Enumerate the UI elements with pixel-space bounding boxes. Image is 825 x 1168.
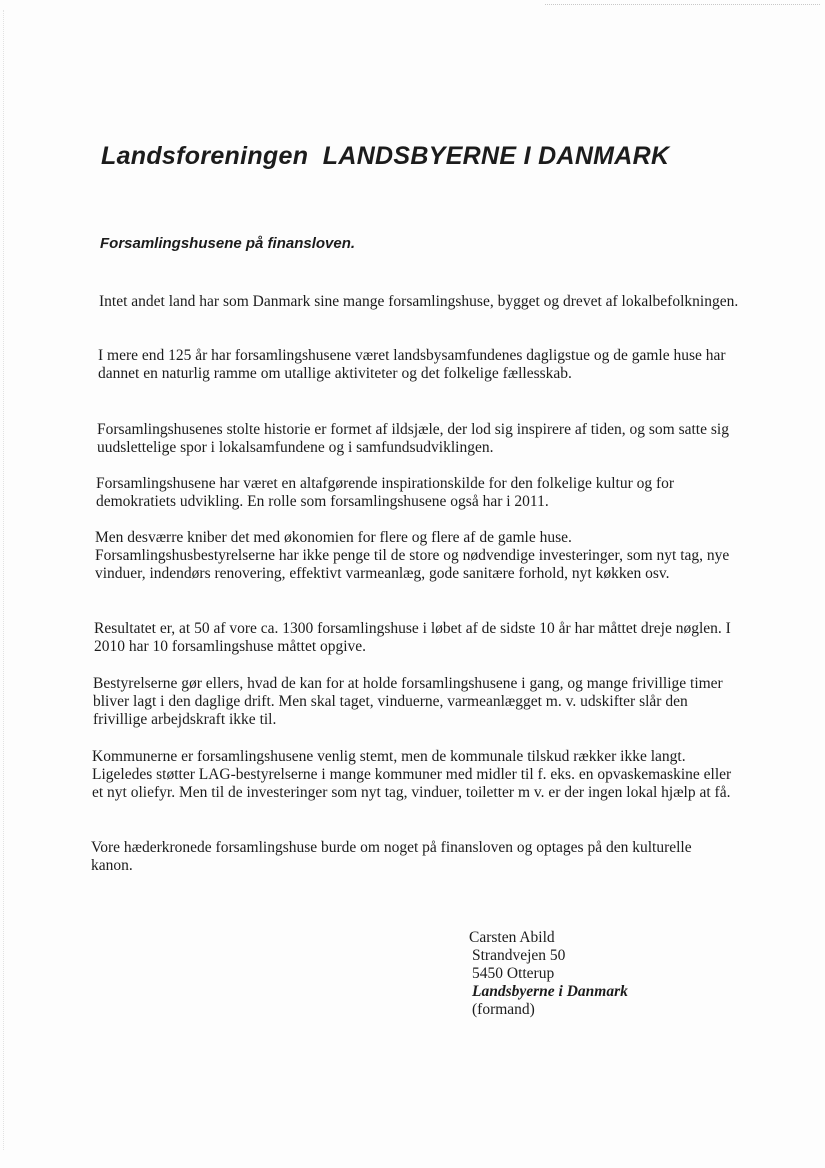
organization-title: Landsforeningen LANDSBYERNE I DANMARK [101,142,670,170]
paragraph-4: Forsamlingshusene har været en altafgørende inspirationskilde for den folkelige kultur og for demokratiets udvikling. En rolle som forsamlingshusene også har i 2011. [96,475,675,510]
signature-street: Strandvejen 50 [472,947,566,964]
paragraph-2: I mere end 125 år har forsamlingshusene været landsbysamfundenes dagligstue og de gamle huse har dannet en naturlig ramme om utallige aktiviteter og det folkelige fællesskab. [98,347,726,382]
paragraph-3: Forsamlingshusenes stolte historie er formet af ildsjæle, der lod sig inspirere af tiden, og som satte sig uudslettelige spor i lokalsamfundene og i samfundsudviklingen. [97,421,729,456]
signature-name: Carsten Abild [469,929,555,946]
signature-organization: Landsbyerne i Danmark [472,983,628,1000]
signature-block [469,929,628,1019]
paragraph-6: Resultatet er, at 50 af vore ca. 1300 forsamlingshuse i løbet af de sidste 10 år har måttet dreje nøglen. I 2010 har 10 forsamlingshuse måttet opgive. [94,620,731,655]
paragraph-7: Bestyrelserne gør ellers, hvad de kan for at holde forsamlingshusene i gang, og mange frivillige timer bliver lagt i den daglige drift. Men skal taget, vinduerne, varmeanlægget m. v. udskifter slår den frivillige arbejdskraft ikke til. [93,675,723,728]
paragraph-5: Men desværre kniber det med økonomien for flere og flere af de gamle huse. Forsamlingshusbestyrelserne har ikke penge til de store og nødvendige investeringer, som nyt tag, nye vinduer, indendørs renovering, effektivt varmeanlæg, gode sanitære forhold, nyt køkken osv. [95,529,730,582]
paragraph-8: Kommunerne er forsamlingshusene venlig stemt, men de kommunale tilskud rækker ikke langt. Ligeledes støtter LAG-bestyrelserne i mange kommuner med midler til f. eks. en opvaskemaskine eller et nyt oliefyr. Men til de investeringer som nyt tag, vinduer, toiletter m v. er der ingen lokal hjælp at få. [92,748,732,801]
signature-city: 5450 Otterup [472,965,555,982]
letter-subject: Forsamlingshusene på finansloven. [100,235,356,252]
signature-role: (formand) [472,1001,535,1018]
paragraph-9: Vore hæderkronede forsamlingshuse burde om noget på finansloven og optages på den kulturelle kanon. [91,839,692,874]
scan-edge-left [3,10,5,1150]
scan-edge-top [545,4,820,6]
paragraph-1: Intet andet land har som Danmark sine mange forsamlingshuse, bygget og drevet af lokalbefolkningen. [99,293,739,310]
